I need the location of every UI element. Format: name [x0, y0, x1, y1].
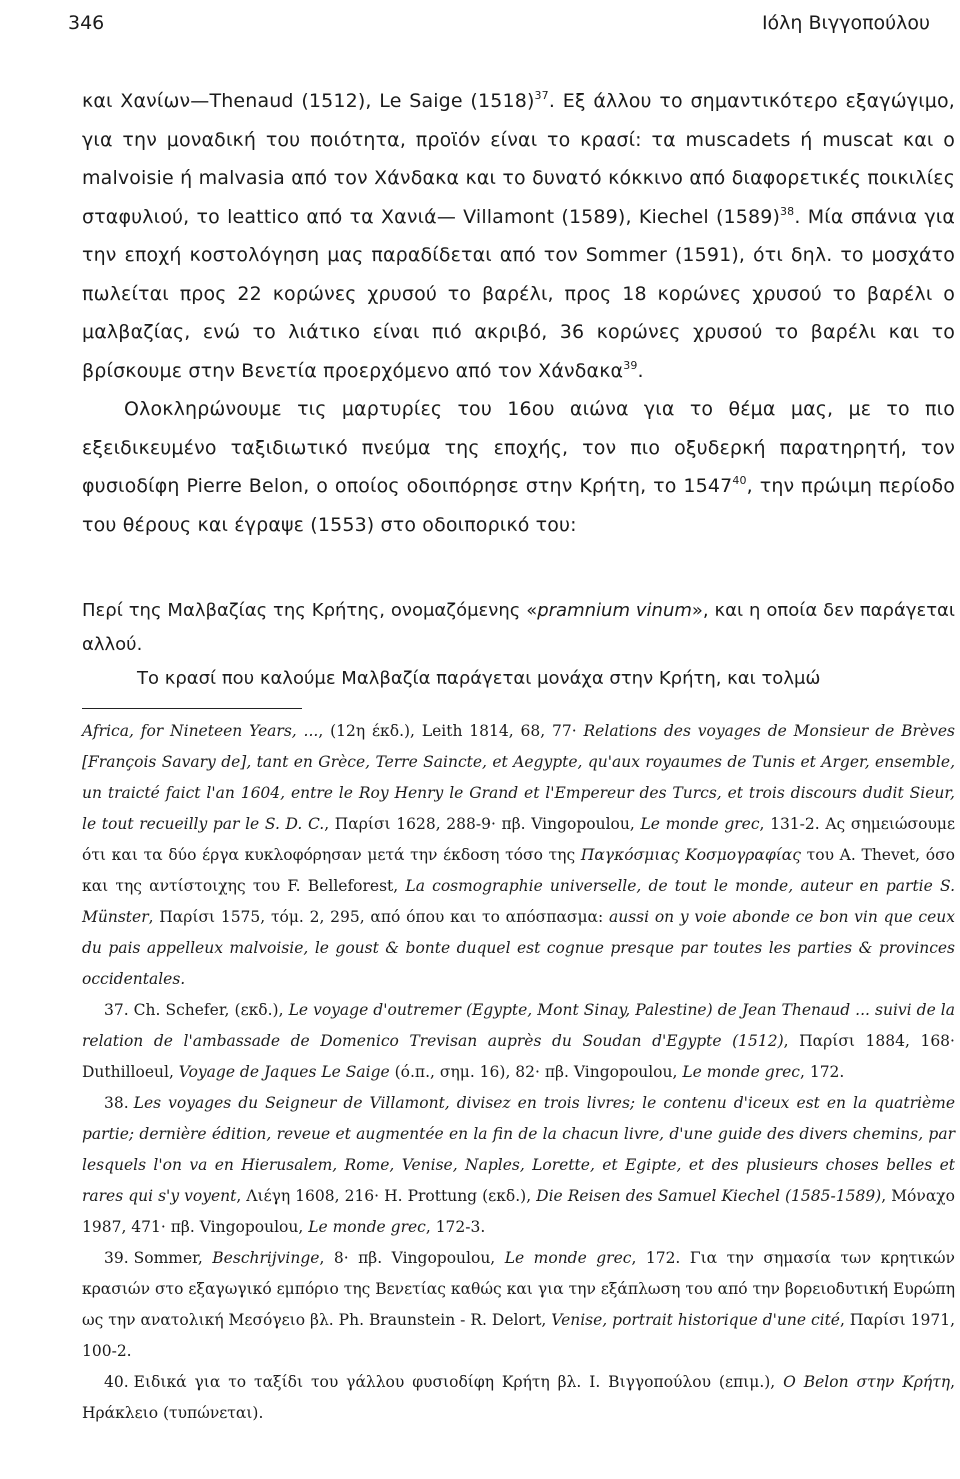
text-run: », και η οποία δεν παράγεται αλλού.	[82, 600, 955, 655]
text-run: , Παρίσι 1575, τόμ. 2, 295, από όπου και το απόσπασμα:	[148, 908, 609, 926]
page-number: 346	[68, 12, 105, 34]
footnote-39	[82, 1243, 955, 1367]
italic-run: Les voyages du Seigneur de Villamont, divisez en trois livres; le contenu d'iceux est en la quatrième partie; dernière édition, reveue et augmentée en la fin de la chacun livre, d'une guide des divers chemins, par lesquels l'on va en Hierusalem, Rome, Venise, Naples, Lorette, et Egipte, et des plusieurs choses belles et rares qui s'y voyent	[82, 1094, 955, 1205]
text-run: , την πρώιμη περίοδο του θέρους και έγραψε (1553) στο οδοιπορικό του:	[82, 475, 955, 536]
italic-run: Relations des voyages de Monsieur de Brèves [François Savary de], tant en Grèce, Terre Saincte, et Aegypte, qu'aux royaumes de Tunis et Arger, ensemble, un traicté faict l'an 1604, entre le Roy Henry le Grand et l'Empereur des Turcs, et trois discours dudit Sieur, le tout recueilly par le S. D. C.	[82, 722, 955, 833]
footnote-number: 39.	[104, 1249, 129, 1267]
text-run: του A. Thevet, όσο και της αντίστοιχης του F. Belleforest,	[82, 846, 955, 895]
text-run: και Χανίων—Thenaud (1512), Le Saige (1518)	[82, 90, 535, 112]
body-paragraph	[82, 82, 955, 390]
block-quote	[82, 594, 955, 696]
footnote-number: 40.	[104, 1373, 129, 1391]
text-run: Ειδικά για το ταξίδι του γάλλου φυσιοδίφη Κρήτη βλ. Ι. Βιγγοπούλου (επιμ.),	[133, 1373, 784, 1391]
footnote-37	[82, 995, 955, 1088]
italic-run: Africa, for Nineteen Years, ...	[82, 722, 319, 740]
text-run: Ολοκληρώνουμε τις μαρτυρίες του 16ου αιώνα για το θέμα μας, με το πιο εξειδικευμένο ταξιδιωτικό πνεύμα της εποχής, τον πιο οξυδερκή παρατηρητή, τον φυσιοδίφη Pierre Belon, ο οποίος οδοιπόρησε στην Κρήτη, το 1547	[82, 398, 955, 497]
italic-run: aussi on y voie abonde ce bon vin que ceux du pais appelleux malvoisie, le goust & bonte duquel est cognue presque par toutes les parties & provinces occidentales.	[82, 908, 956, 988]
text-run: Sommer,	[133, 1249, 213, 1267]
footnote-number: 38.	[104, 1094, 129, 1112]
italic-run: Le monde grec	[640, 815, 760, 833]
italic-run: La cosmographie universelle, de tout le monde, auteur en partie S. Münster	[82, 877, 955, 926]
running-head-author: Ιόλη Βιγγοπούλου	[761, 12, 930, 34]
footnote-38	[82, 1088, 955, 1243]
text-run: , Μόναχο 1987, 471· πβ. Vingopoulou,	[82, 1187, 956, 1236]
text-run: . Εξ άλλου το σημαντικότερο εξαγώγιμο, για την μοναδική του ποιότητα, προϊόν είναι το κρασί: τα muscadets ή muscat και ο malvoisie ή malvasia από τον Χάνδακα και το δυνατό κόκκινο από διαφορετικές ποικιλίες σταφυλιού, το leattico από τα Χανιά— Villamont (1589), Kiechel (1589)	[82, 90, 955, 228]
text-run: , 8· πβ. Vingopoulou,	[319, 1249, 505, 1267]
text-run: , Λιέγη 1608, 216· H. Prottung (εκδ.),	[236, 1187, 537, 1205]
italic-run: Le voyage d'outremer (Egypte, Mont Sinay, Palestine) de Jean Thenaud ... suivi de la relation de l'ambassade de Domenico Trevisan auprès du Soudan d'Egypte (1512)	[82, 1001, 955, 1050]
text-run: , 172.	[799, 1063, 845, 1081]
quote-line	[82, 594, 955, 662]
italic-run: Ο Belon στην Κρήτη	[783, 1373, 951, 1391]
body-text	[82, 82, 955, 544]
italic-run: pramnium vinum	[537, 600, 692, 621]
italic-run: Voyage de Jaques Le Saige	[178, 1063, 390, 1081]
footnotes	[82, 716, 955, 1429]
footnote-ref-38[interactable]: 38	[780, 204, 795, 218]
text-run: , Παρίσι 1971, 100-2.	[82, 1311, 955, 1360]
italic-run: Le monde grec	[504, 1249, 632, 1267]
footnote-number: 37.	[104, 1001, 129, 1019]
text-run: , Ηράκλειο (τυπώνεται).	[82, 1373, 955, 1422]
text-run: , Παρίσι 1628, 288-9· πβ. Vingopoulou,	[324, 815, 641, 833]
footnote-40	[82, 1367, 955, 1429]
text-run: , 131-2. Ας σημειώσουμε ότι και τα δύο έργα κυκλοφόρησαν μετά την έκδοση τόσο της	[82, 815, 955, 864]
footnote-ref-39[interactable]: 39	[623, 358, 638, 372]
text-run: , 172-3.	[425, 1218, 486, 1236]
quote-line: Το κρασί που καλούμε Μαλβαζία παράγεται μονάχα στην Κρήτη, και τολμώ	[137, 668, 821, 689]
body-paragraph	[82, 390, 955, 544]
italic-run: Die Reisen des Samuel Kiechel (1585-1589)	[536, 1187, 882, 1205]
italic-run: Venise, portrait historique d'une cité	[551, 1311, 840, 1329]
italic-run: Παγκόσμιας Κοσμογραφίας	[580, 846, 801, 864]
italic-run: Beschrijvinge	[212, 1249, 320, 1267]
footnote-divider	[82, 708, 302, 709]
text-run: .	[637, 359, 644, 382]
italic-run: Le monde grec	[308, 1218, 426, 1236]
footnote-continued	[82, 716, 955, 995]
text-run: Περί της Μαλβαζίας της Κρήτης, ονομαζόμενης «	[82, 600, 538, 621]
text-run: (ό.π., σημ. 16), 82· πβ. Vingopoulou,	[389, 1063, 683, 1081]
text-run: , Παρίσι 1884, 168· Duthilloeul,	[82, 1032, 955, 1081]
text-run: , 172. Για την σημασία των κρητικών κρασιών στο εξαγωγικό εμπόριο της Βενετίας καθώς και για την εξάπλωση του από την βορειοδυτική Ευρώπη ως την ανατολική Μεσόγειο βλ. Ph. Braunstein - R. Delort,	[82, 1249, 955, 1329]
footnote-ref-37[interactable]: 37	[534, 89, 549, 102]
text-run: Ch. Schefer, (εκδ.),	[133, 1001, 289, 1019]
text-run: , (12η έκδ.), Leith 1814, 68, 77·	[318, 722, 584, 740]
running-header	[68, 6, 930, 40]
text-run: . Μία σπάνια για την εποχή κοστολόγηση μας παραδίδεται από τον Sommer (1591), ότι δηλ. το μοσχάτο πωλείται προς 22 κορώνες χρυσού το βαρέλι, προς 18 κορώνες χρυσού το βαρέλι ο μαλβαζίας, ενώ το λιάτικο είναι πιό ακριβό, 36 κορώνες χρυσού το βαρέλι και το βρίσκουμε στην Βενετία προερχόμενο από τον Χάνδακα	[82, 205, 955, 382]
footnote-ref-40[interactable]: 40	[732, 474, 747, 487]
italic-run: Le monde grec	[682, 1063, 800, 1081]
